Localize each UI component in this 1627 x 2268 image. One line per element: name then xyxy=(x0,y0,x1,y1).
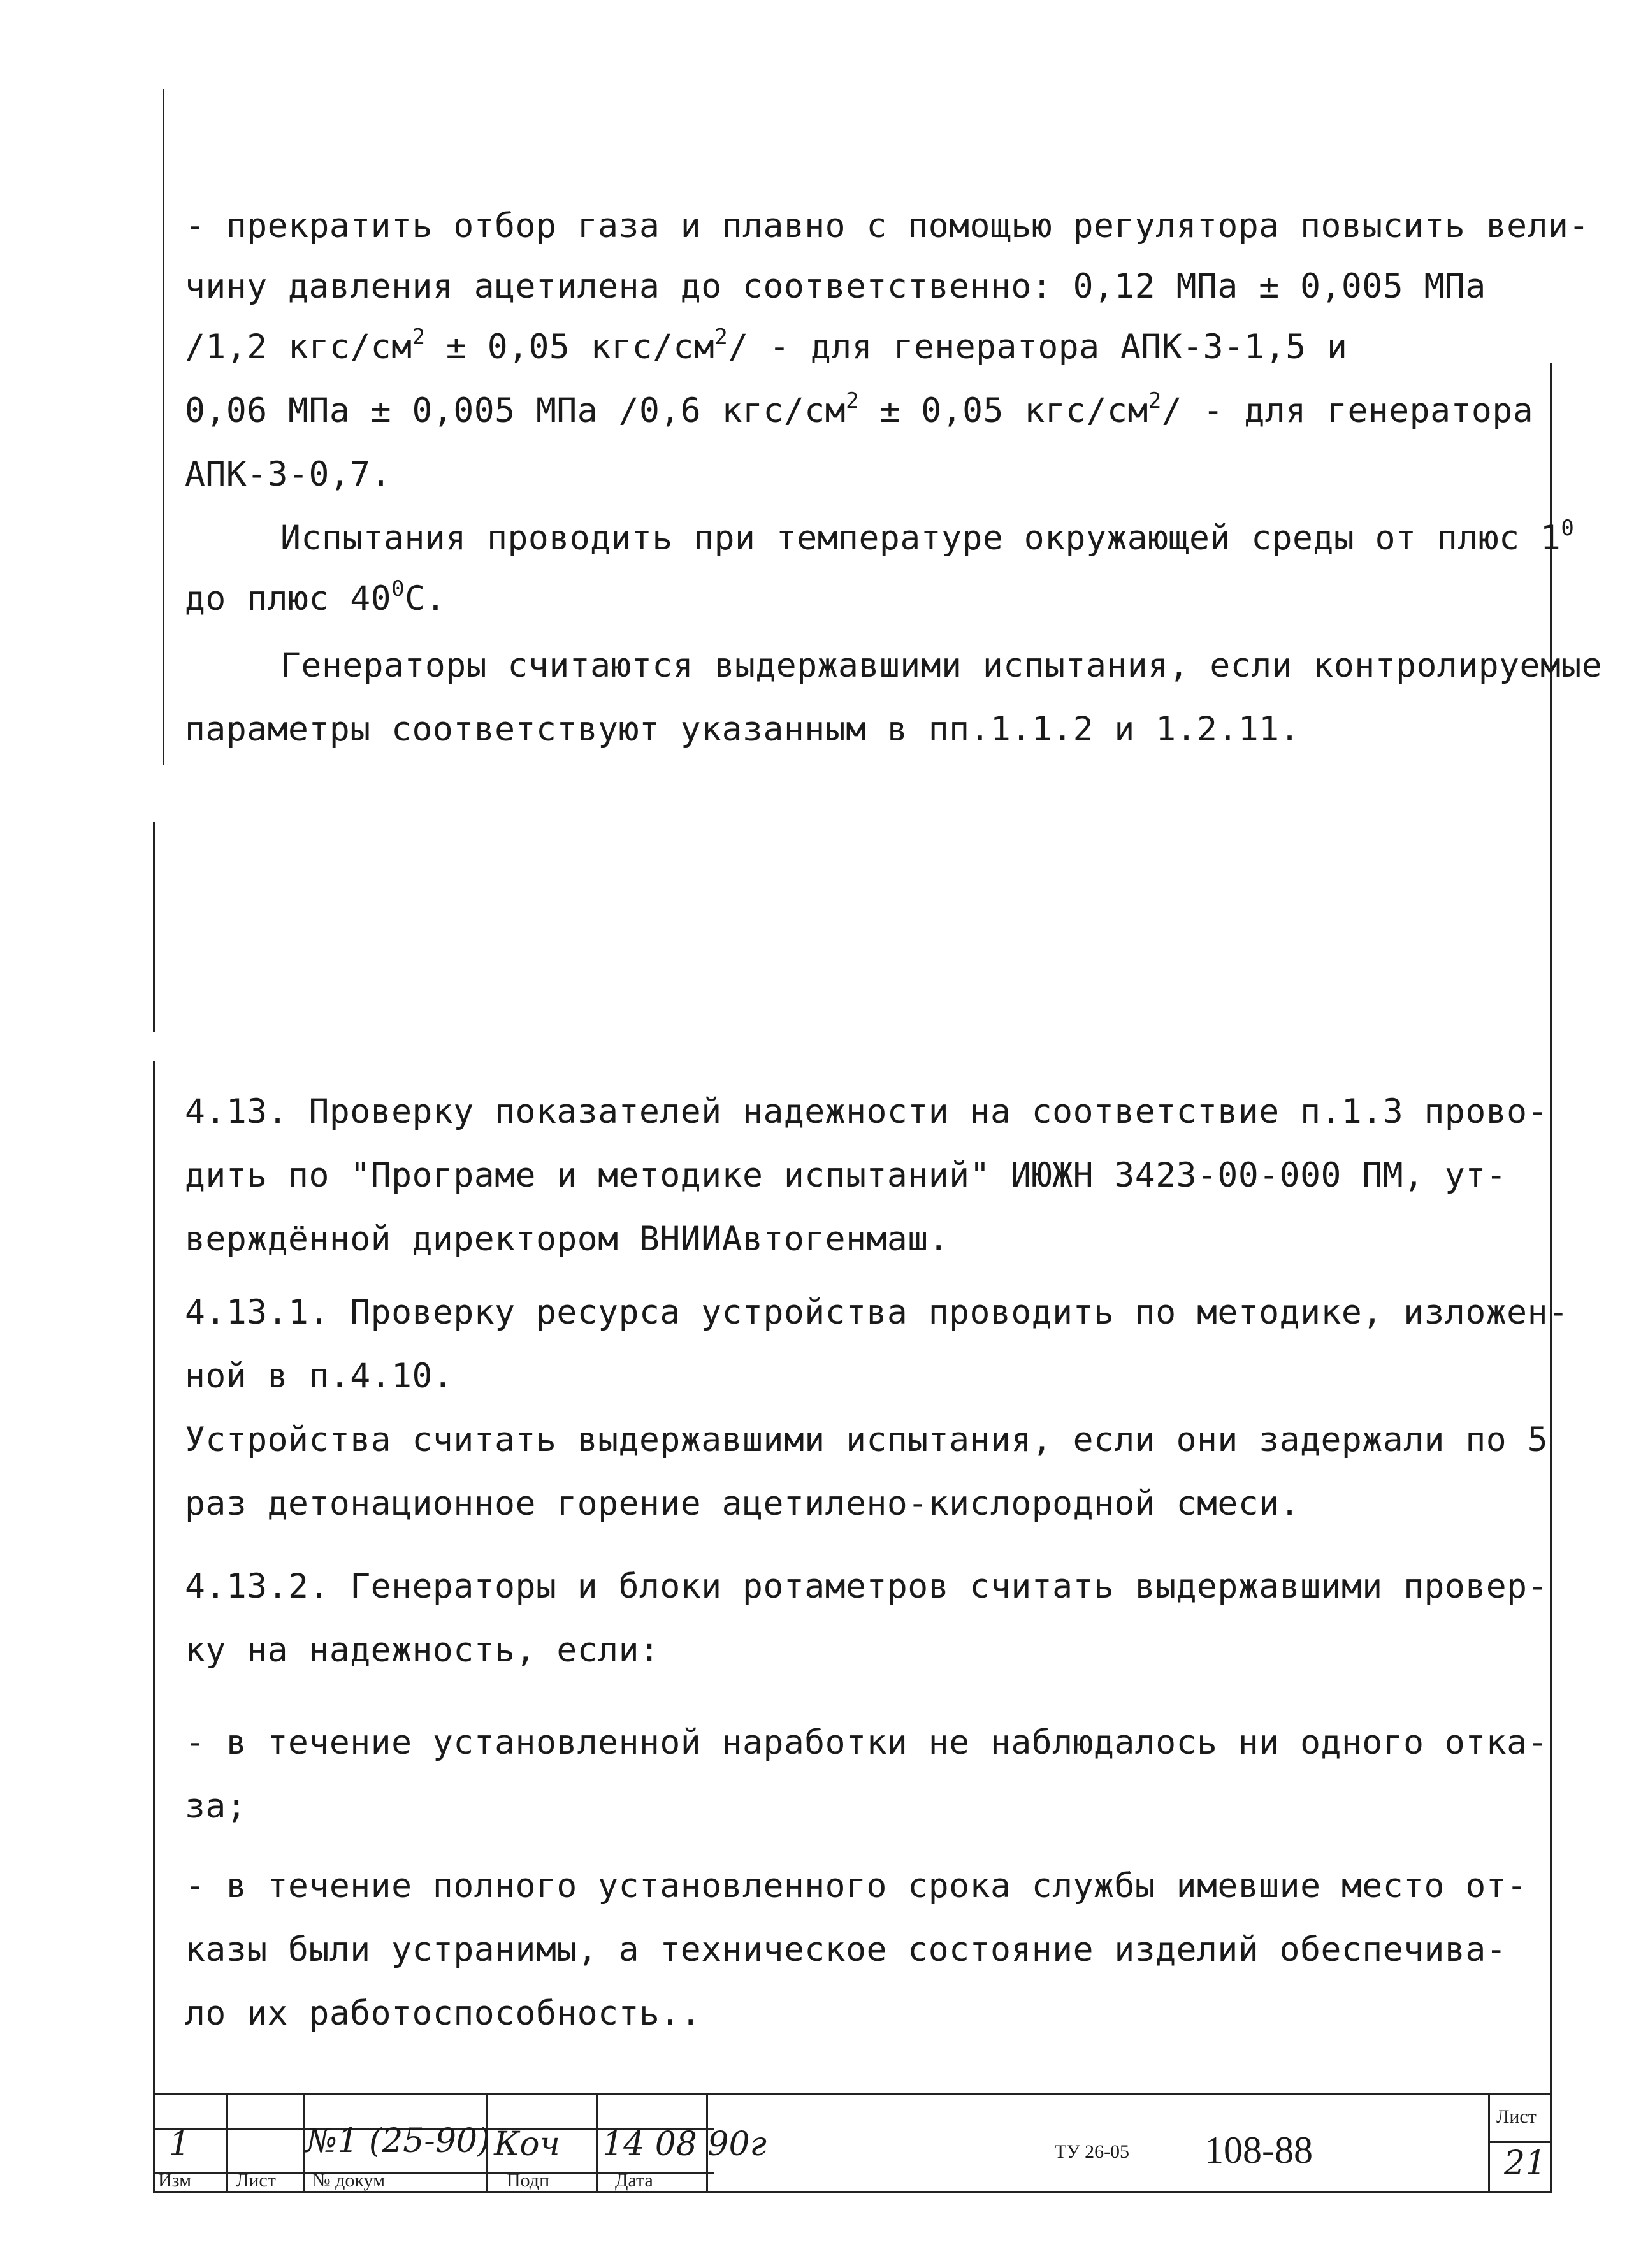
text-line-21: - в течение полного установленного срока службы имевшие место от- xyxy=(185,1867,1528,1905)
stamp-col-2 xyxy=(303,2093,305,2192)
stamp-date-label: Дата xyxy=(615,2170,653,2191)
text-line-5: АПК-3-0,7. xyxy=(185,455,392,494)
stamp-izm-value: 1 xyxy=(169,2125,191,2163)
text-line-22: казы были устранимы, а техническое состояние изделий обеспечива- xyxy=(185,1930,1507,1969)
stamp-podp-value: Коч xyxy=(494,2125,560,2163)
stamp-izm-label: Изм xyxy=(158,2170,192,2191)
text-line-16: раз детонационное горение ацетилено-кислородной смеси. xyxy=(185,1484,1301,1523)
stamp-tu-label: ТУ 26-05 xyxy=(1055,2141,1130,2162)
text-line-8: Генераторы считаются выдержавшими испытания, если контролируемые xyxy=(280,646,1603,685)
stamp-sheet-number: 21 xyxy=(1504,2144,1547,2183)
stamp-dokum-label: № докум xyxy=(312,2170,386,2191)
text-line-1: - прекратить отбор газа и плавно с помощью регулятора повысить вели- xyxy=(185,206,1589,245)
stamp-col-4 xyxy=(596,2093,598,2192)
text-line-15: Устройства считать выдержавшими испытания, если они задержали по 5 xyxy=(185,1420,1548,1459)
text-line-3: /1,2 кгс/$см^2 \pm 0,05$ кгс/$см^2/$ - для генератора АПК-3-1,5 и xyxy=(185,324,1348,366)
stamp-podp-label: Подп xyxy=(507,2170,550,2191)
text-line-9: параметры соответствуют указанным в пп.1.1.2 и 1.2.11. xyxy=(185,710,1301,749)
stamp-sheet-label: Лист xyxy=(1496,2106,1537,2127)
left-margin-rule-top xyxy=(163,89,164,765)
text-line-17: 4.13.2. Генераторы и блоки ротаметров считать выдержавшими провер- xyxy=(185,1567,1548,1606)
text-line-7: до плюс $40^0С$. xyxy=(185,576,446,618)
stamp-col-1 xyxy=(226,2093,228,2192)
text-line-2: чину давления ацетилена до соответственно: 0,12 МПа ± 0,005 МПа xyxy=(185,267,1486,306)
text-line-11: дить по "Програме и методике испытаний" ИЮЖН 3423-00-000 ПМ, ут- xyxy=(185,1156,1507,1195)
stamp-date-value: 14 08 90г xyxy=(602,2125,767,2163)
text-line-18: ку на надежность, если: xyxy=(185,1631,660,1670)
text-line-20: за; xyxy=(185,1787,247,1826)
text-line-12: верждённой директором ВНИИАвтогенмаш. xyxy=(185,1220,950,1259)
stamp-doc-number: 108-88 xyxy=(1204,2129,1313,2171)
text-line-19: - в течение установленной наработки не наблюдалось ни одного отка- xyxy=(185,1723,1548,1762)
right-margin-rule xyxy=(1550,363,1552,2192)
text-line-13: 4.13.1. Проверку ресурса устройства проводить по методике, изложен- xyxy=(185,1293,1569,1332)
text-line-4: 0,06 МПа ± 0,005 МПа /0,6 кгс/$см^2 \pm 0,05$ кгс/$см^2/$ - для генератора xyxy=(185,388,1534,430)
stamp-list-label: Лист xyxy=(236,2170,276,2191)
text-line-14: ной в п.4.10. xyxy=(185,1357,454,1396)
left-margin-rule-bottom xyxy=(153,1061,155,2192)
text-line-23: ло их работоспособность.. xyxy=(185,1994,702,2033)
text-line-6: Испытания проводить при температуре окружающей среды от плюс $1^0$ xyxy=(280,516,1575,558)
left-margin-rule-mid xyxy=(153,822,155,1032)
stamp-top-rule xyxy=(153,2093,1552,2095)
stamp-dokum-value: №1 (25-90) xyxy=(306,2122,491,2160)
text-line-10: 4.13. Проверку показателей надежности на соответствие п.1.3 прово- xyxy=(185,1092,1548,1131)
stamp-sheet-rule xyxy=(1488,2141,1552,2143)
